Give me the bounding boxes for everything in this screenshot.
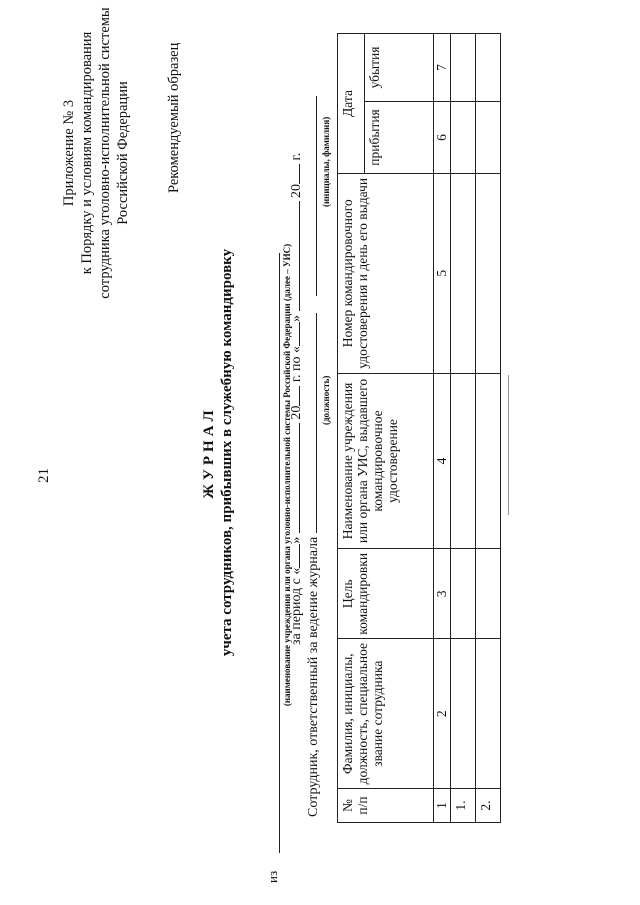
period-year1: 20 (289, 405, 304, 420)
column-number: 3 (434, 549, 451, 639)
day-field (285, 544, 300, 568)
header-num: № п/п (338, 789, 434, 823)
org-fill-line (279, 253, 280, 853)
appendix-line: Приложение № 3 (61, 99, 77, 207)
journal-title-main: ЖУРНАЛ (201, 406, 217, 499)
row-cert (451, 173, 476, 373)
row-departure (476, 34, 501, 102)
appendix-line: Российской Федерации (115, 81, 131, 225)
journal-title-sub: учета сотрудников, прибывших в служебную командировку (219, 248, 235, 657)
column-number: 7 (434, 34, 451, 102)
row-purpose (476, 549, 501, 639)
journal-title (200, 200, 236, 705)
position-field (302, 313, 317, 533)
header-purpose: Цель командировки (338, 549, 434, 639)
row-arrival (451, 101, 476, 173)
row-departure (451, 34, 476, 102)
column-number-row (434, 34, 451, 823)
sample-label: Рекомендуемый образец (166, 42, 182, 193)
field-captions (321, 17, 335, 817)
from-label: из (265, 870, 280, 883)
header-org: Наименование учреждения или органа УИС, выдавшего командировочное удостоверение (338, 373, 434, 549)
period-suffix: г. (289, 152, 304, 161)
responsible-line (302, 96, 322, 817)
appendix-header (60, 3, 132, 303)
header-cert: Номер командировочного удостоверения и день его выдачи (338, 173, 434, 373)
table-row (451, 34, 476, 823)
table-header-row (338, 34, 365, 823)
appendix-line: сотрудника уголовно-исполнительной системы (97, 7, 113, 299)
table-row (476, 34, 501, 823)
column-number: 6 (434, 101, 451, 173)
row-purpose (451, 549, 476, 639)
page-number: 21 (36, 468, 52, 483)
row-org (476, 373, 501, 549)
responsible-label: Сотрудник, ответственный за ведение журнала (306, 536, 321, 817)
row-org (451, 373, 476, 549)
month-field (285, 423, 300, 533)
name-caption: (инициалы, фамилия) (321, 116, 331, 207)
month-field (285, 201, 300, 311)
column-number: 2 (434, 639, 451, 789)
row-name (451, 639, 476, 789)
day-field (285, 322, 300, 346)
org-caption: (наименование учреждения или органа уголовно-исполнительной системы Российской Федерации (далее – УИС) (282, 243, 292, 707)
position-caption: (должность) (321, 375, 331, 425)
period-year2: 20 (289, 183, 304, 198)
column-number: 5 (434, 173, 451, 373)
header-date: Дата (338, 34, 365, 174)
header-departure: убытия (365, 34, 434, 102)
column-number: 1 (434, 789, 451, 823)
row-cert (476, 173, 501, 373)
journal-table (337, 33, 501, 823)
period-q1: » (289, 536, 304, 544)
row-arrival (476, 101, 501, 173)
name-field (302, 96, 317, 296)
row-num: 1. (451, 789, 476, 823)
column-number: 4 (434, 373, 451, 549)
separator-line (508, 375, 509, 515)
appendix-line: к Порядку и условиям командирования (79, 31, 95, 275)
period-prefix: за период с « (289, 567, 304, 645)
header-name: Фамилия, инициалы, должность, специальное звание сотрудника (338, 639, 434, 789)
row-num: 2. (476, 789, 501, 823)
year-field (285, 386, 300, 406)
header-arrival: прибытия (365, 101, 434, 173)
row-name (476, 639, 501, 789)
year-field (285, 164, 300, 184)
period-q2: » (289, 314, 304, 322)
period-mid: г. по « (289, 345, 304, 383)
